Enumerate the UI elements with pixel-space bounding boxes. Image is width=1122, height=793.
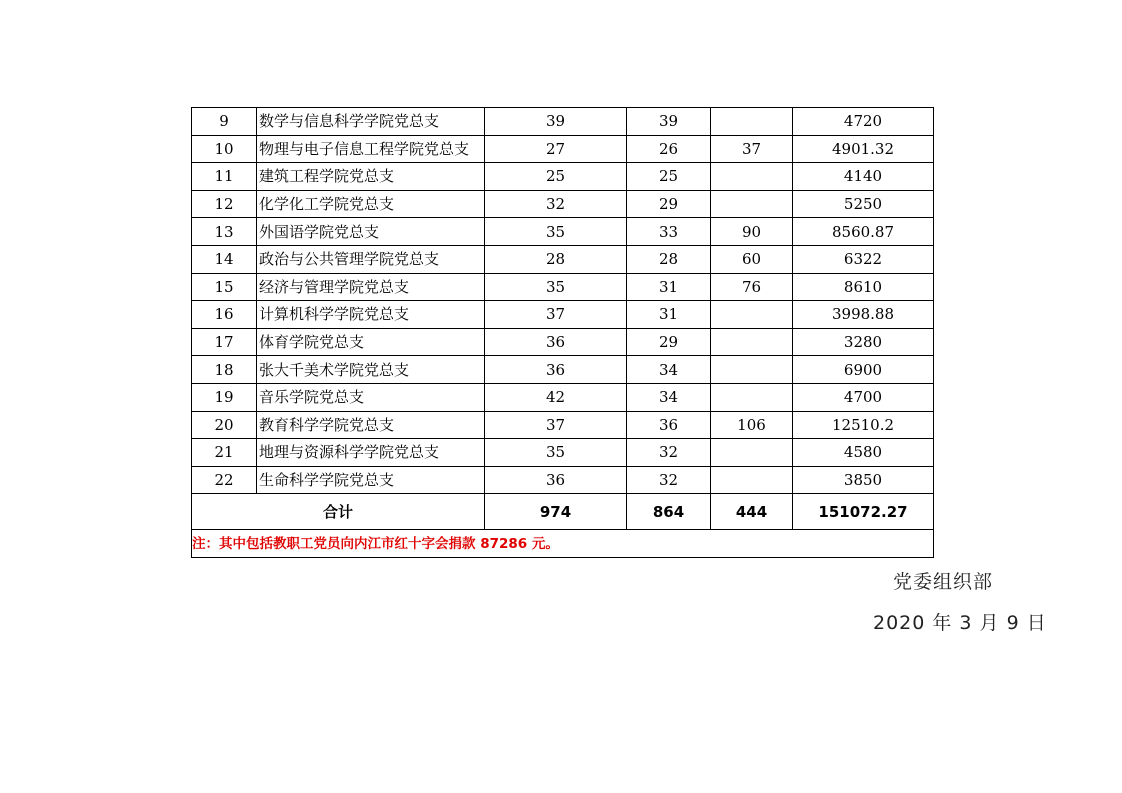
total-members-cell: 32 — [485, 190, 627, 218]
row-number-cell: 13 — [192, 218, 257, 246]
row-number-cell: 10 — [192, 135, 257, 163]
other-donors-cell — [711, 383, 793, 411]
amount-cell: 4140 — [793, 163, 934, 191]
donors-cell: 26 — [627, 135, 711, 163]
amount-cell: 3850 — [793, 466, 934, 494]
amount-cell: 6322 — [793, 245, 934, 273]
amount-cell: 4580 — [793, 439, 934, 467]
note-text: 注：其中包括教职工党员向内江市红十字会捐款 87286 元。 — [192, 530, 934, 558]
donors-cell: 28 — [627, 245, 711, 273]
donors-cell: 32 — [627, 466, 711, 494]
total-members-cell: 36 — [485, 466, 627, 494]
row-number-cell: 9 — [192, 108, 257, 136]
unit-name-cell: 计算机科学学院党总支 — [257, 301, 485, 329]
other-donors-cell: 37 — [711, 135, 793, 163]
table-row — [192, 108, 934, 136]
other-donors-cell: 60 — [711, 245, 793, 273]
donors-cell: 31 — [627, 301, 711, 329]
row-number-cell: 19 — [192, 383, 257, 411]
other-donors-cell: 76 — [711, 273, 793, 301]
total-row — [192, 494, 934, 530]
unit-name-cell: 建筑工程学院党总支 — [257, 163, 485, 191]
total-members-cell: 39 — [485, 108, 627, 136]
amount-cell: 4720 — [793, 108, 934, 136]
total-members-cell: 974 — [485, 494, 627, 530]
unit-name-cell: 数学与信息科学学院党总支 — [257, 108, 485, 136]
unit-name-cell: 张大千美术学院党总支 — [257, 356, 485, 384]
other-donors-cell — [711, 466, 793, 494]
amount-cell: 3280 — [793, 328, 934, 356]
unit-name-cell: 政治与公共管理学院党总支 — [257, 245, 485, 273]
amount-cell: 12510.2 — [793, 411, 934, 439]
total-donors-cell: 864 — [627, 494, 711, 530]
unit-name-cell: 教育科学学院党总支 — [257, 411, 485, 439]
total-members-cell: 36 — [485, 328, 627, 356]
other-donors-cell — [711, 108, 793, 136]
table-row — [192, 245, 934, 273]
total-members-cell: 42 — [485, 383, 627, 411]
other-donors-cell — [711, 356, 793, 384]
row-number-cell: 12 — [192, 190, 257, 218]
table-row — [192, 466, 934, 494]
table-row — [192, 411, 934, 439]
row-number-cell: 15 — [192, 273, 257, 301]
unit-name-cell: 地理与资源科学学院党总支 — [257, 439, 485, 467]
table-row — [192, 383, 934, 411]
note-row — [192, 530, 934, 558]
other-donors-cell — [711, 328, 793, 356]
donors-cell: 34 — [627, 383, 711, 411]
unit-name-cell: 体育学院党总支 — [257, 328, 485, 356]
donors-cell: 29 — [627, 190, 711, 218]
table-row — [192, 328, 934, 356]
table-row — [192, 135, 934, 163]
row-number-cell: 14 — [192, 245, 257, 273]
table-body — [192, 108, 934, 558]
total-members-cell: 37 — [485, 411, 627, 439]
total-members-cell: 25 — [485, 163, 627, 191]
donors-cell: 36 — [627, 411, 711, 439]
total-amount-cell: 151072.27 — [793, 494, 934, 530]
unit-name-cell: 经济与管理学院党总支 — [257, 273, 485, 301]
donors-cell: 25 — [627, 163, 711, 191]
table-row — [192, 439, 934, 467]
other-donors-cell — [711, 301, 793, 329]
row-number-cell: 18 — [192, 356, 257, 384]
amount-cell: 5250 — [793, 190, 934, 218]
amount-cell: 4901.32 — [793, 135, 934, 163]
table-row — [192, 218, 934, 246]
donors-cell: 33 — [627, 218, 711, 246]
total-members-cell: 35 — [485, 218, 627, 246]
row-number-cell: 22 — [192, 466, 257, 494]
amount-cell: 8560.87 — [793, 218, 934, 246]
total-members-cell: 27 — [485, 135, 627, 163]
table-row — [192, 356, 934, 384]
other-donors-cell: 106 — [711, 411, 793, 439]
donors-cell: 34 — [627, 356, 711, 384]
donors-cell: 31 — [627, 273, 711, 301]
unit-name-cell: 音乐学院党总支 — [257, 383, 485, 411]
unit-name-cell: 生命科学学院党总支 — [257, 466, 485, 494]
unit-name-cell: 化学化工学院党总支 — [257, 190, 485, 218]
amount-cell: 8610 — [793, 273, 934, 301]
total-members-cell: 28 — [485, 245, 627, 273]
other-donors-cell — [711, 190, 793, 218]
table-row — [192, 190, 934, 218]
donors-cell: 39 — [627, 108, 711, 136]
table-row — [192, 301, 934, 329]
other-donors-cell: 90 — [711, 218, 793, 246]
amount-cell: 4700 — [793, 383, 934, 411]
department-signature: 党委组织部 — [893, 571, 994, 593]
total-members-cell: 35 — [485, 439, 627, 467]
amount-cell: 6900 — [793, 356, 934, 384]
total-other-donors-cell: 444 — [711, 494, 793, 530]
donors-cell: 32 — [627, 439, 711, 467]
row-number-cell: 20 — [192, 411, 257, 439]
table-row — [192, 163, 934, 191]
document-date: 2020 年 3 月 9 日 — [873, 612, 1047, 634]
unit-name-cell: 外国语学院党总支 — [257, 218, 485, 246]
total-members-cell: 35 — [485, 273, 627, 301]
unit-name-cell: 物理与电子信息工程学院党总支 — [257, 135, 485, 163]
row-number-cell: 11 — [192, 163, 257, 191]
row-number-cell: 16 — [192, 301, 257, 329]
other-donors-cell — [711, 439, 793, 467]
donation-table — [191, 107, 934, 558]
total-members-cell: 36 — [485, 356, 627, 384]
row-number-cell: 17 — [192, 328, 257, 356]
total-label-cell: 合计 — [192, 494, 485, 530]
table-row — [192, 273, 934, 301]
donors-cell: 29 — [627, 328, 711, 356]
amount-cell: 3998.88 — [793, 301, 934, 329]
total-members-cell: 37 — [485, 301, 627, 329]
row-number-cell: 21 — [192, 439, 257, 467]
other-donors-cell — [711, 163, 793, 191]
